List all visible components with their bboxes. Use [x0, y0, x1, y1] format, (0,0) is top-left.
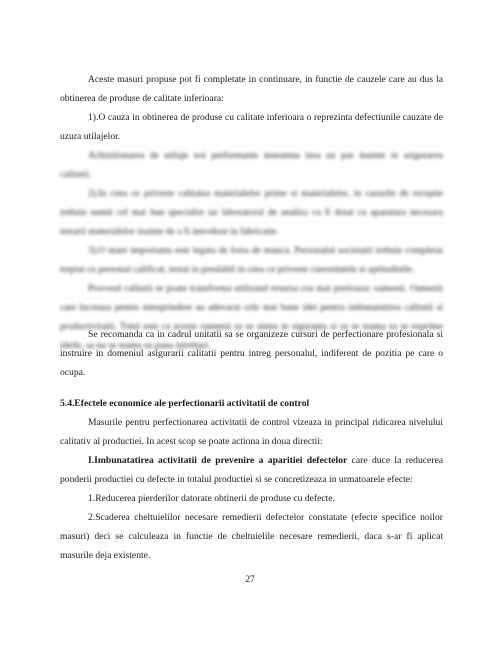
paragraph-blurred-equipment: Achizitionarea de utilaje noi performante inseamna insa un pas inainte in asigurarea calitatii.	[60, 150, 443, 180]
section-heading: 5.4.Efectele economice ale perfectionarii activitatii de control	[60, 398, 310, 409]
paragraph-measures-intro: Aceste masuri propuse pot fi completate in continuare, in functie de cauzele care au dus la obtinerea de produse de calitate inferioara:	[60, 74, 443, 104]
paragraph-blurred-materials: 2).In ceea ce priveste calitatea materialelor prime si materialelor, in cazurile de receptie trebuie numit cel mai bun specialist iar laboratorul de analiza va fi dotat cu aparatura necesara testarii materialelor inainte de a fi introduse in fabricatie.	[60, 188, 443, 237]
prevention-rest: care duce la reducerea ponderii productiei cu defecte in totalul productiei si se concretizeaza in urmatoarele efecte:	[60, 455, 443, 485]
paragraph-effect-2: 2.Scaderea cheltuielilor necesare remedierii defectelor constatate (efecte specifice noilor masuri) deci se calculeaza in functie de cheltuielile necesare remedierii, daca s-ar fi aplicat masurile deja existente.	[60, 512, 443, 561]
paragraph-training-recommendation: Se recomanda ca in cadrul unitatii sa se organizeze cursuri de perfectionare profesionala si instruire in domeniul asigurarii calitatii pentru intreg personalul, indiferent de pozitia pe care o ocupa.	[60, 329, 443, 378]
page-number: 27	[245, 574, 255, 585]
paragraph-control-measures: Masurile pentru perfectionarea activitatii de control vizeaza in principal ridicarea nivelului calitativ al productiei. In acest scop se poate actiona in doua directii:	[60, 417, 443, 447]
paragraph-blurred-people: Procesul calitatii se poate transforma utilizand resursa cea mai pretioasa: oamenii. Oamenii care lucreaza pentru intreprindere au adevarat cele mai bune idei pentru imbunatatirea calitatii si productivitatii. Totul este ca aceste oamenii sa se simta in siguranta si sa se teama sa se exprime ideile, sa nu se teama sa puna intrebari.	[60, 283, 443, 351]
prevention-bold-lead: I.Imbunatatirea activitatii de prevenire a aparitiei defectelor	[88, 455, 348, 466]
paragraph-cause-wear: 1).O cauza in obtinerea de produse cu calitate inferioara o reprezinta defectiunile cauzate de uzura utilajelor.	[60, 112, 443, 142]
paragraph-blurred-workforce: 3).O mare importanta este legata de forta de munca. Personalul societatii trebuie completat treptat cu personal calificat, testat in prealabil in ceea ce priveste cunostintele si aptitudinile.	[60, 245, 443, 275]
paragraph-effect-1: 1.Reducerea pierderilor datorate obtinerii de produse cu defecte.	[88, 493, 335, 504]
paragraph-prevention	[60, 451, 443, 489]
